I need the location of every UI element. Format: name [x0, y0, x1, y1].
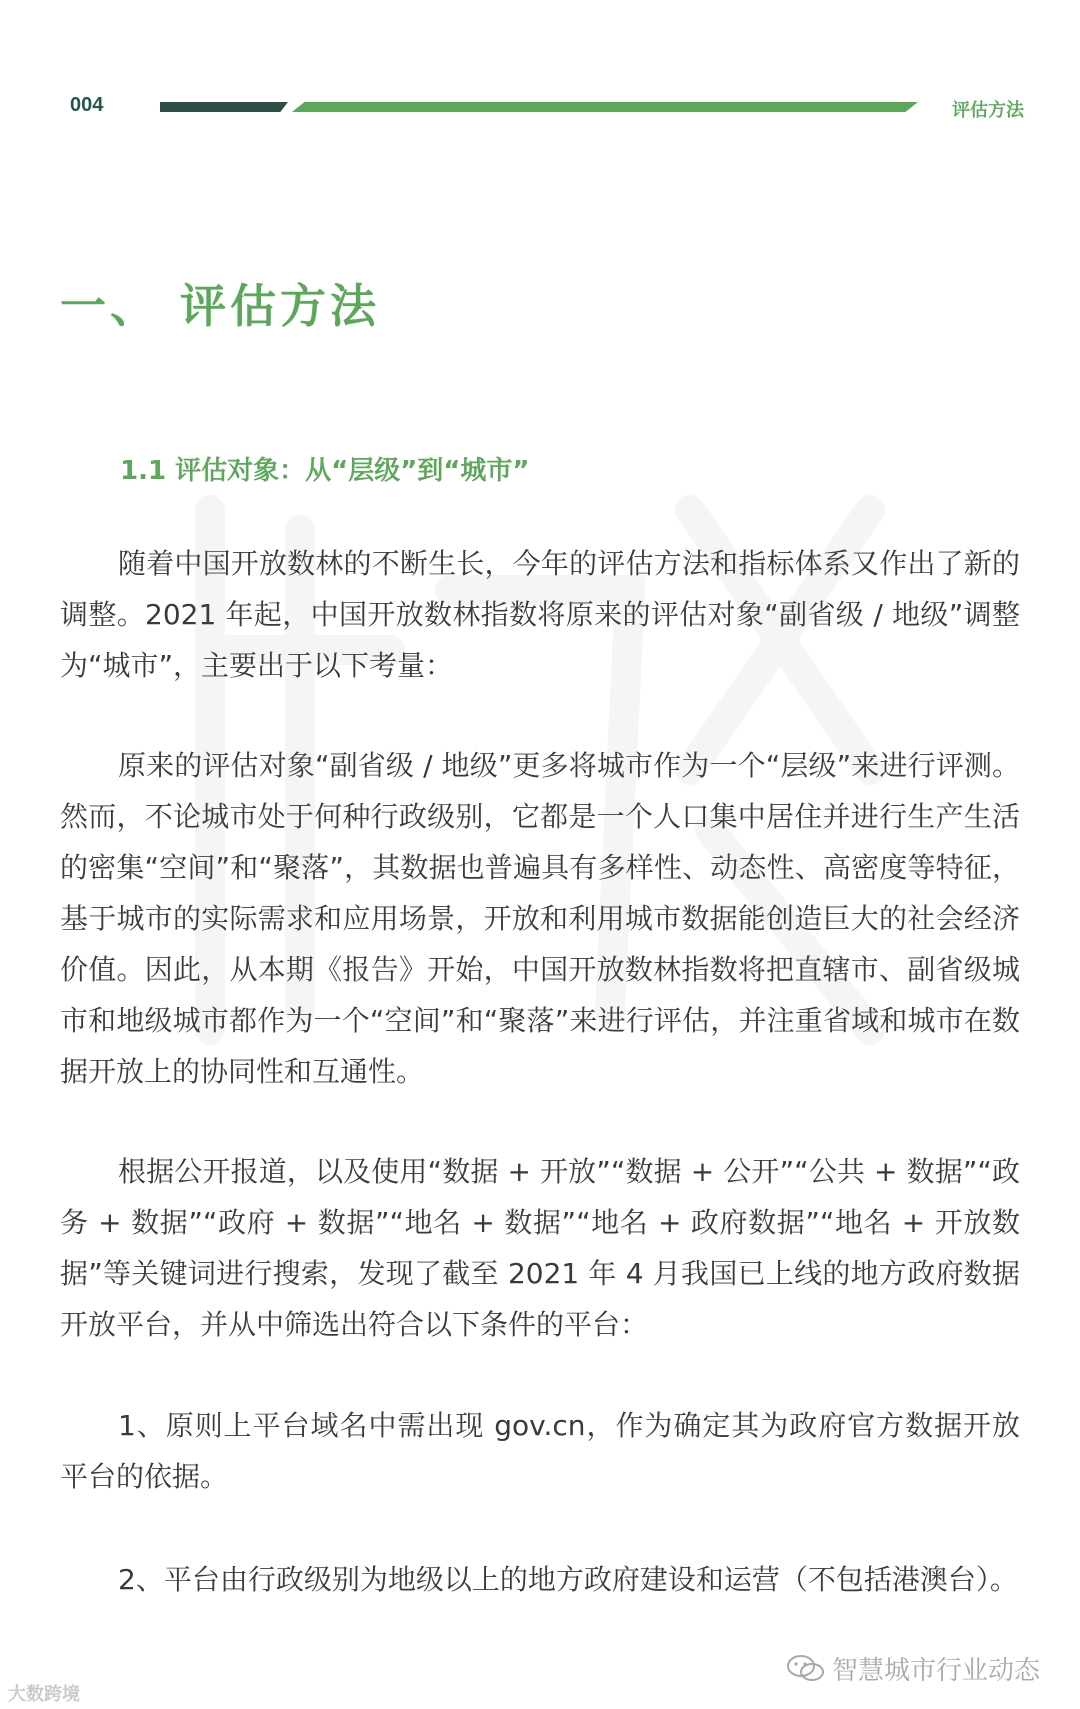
paragraph-1	[60, 538, 1020, 691]
header-section-label: 评估方法	[952, 100, 1024, 121]
paragraph-text: 根据公开报道，以及使用“数据 + 开放”“数据 + 公开”“公共 + 数据”“政务 + 数据”“政府 + 数据”“地名 + 数据”“地名 + 政府数据”“地名 + 开放数据”等关键词进行搜索，发现了截至 2021 年 4 月我国已上线的地方政府数据开放平台，并从中筛选出符合以下条件的平台：	[60, 1155, 1020, 1341]
paragraph-3	[60, 1146, 1020, 1350]
paragraph-5	[60, 1554, 1020, 1605]
paragraph-text: 原来的评估对象“副省级 / 地级”更多将城市作为一个“层级”来进行评测。然而，不论城市处于何种行政级别，它都是一个人口集中居住并进行生产生活的密集“空间”和“聚落”，其数据也普遍具有多样性、动态性、高密度等特征，基于城市的实际需求和应用场景，开放和利用城市数据能创造巨大的社会经济价值。因此，从本期《报告》开始，中国开放数林指数将把直辖市、副省级城市和地级城市都作为一个“空间”和“聚落”来进行评估，并注重省域和城市在数据开放上的协同性和互通性。	[60, 749, 1020, 1088]
page-header	[0, 0, 1080, 140]
paragraph-2	[60, 740, 1020, 1097]
page-number: 004	[70, 94, 104, 116]
paragraph-text: 2、平台由行政级别为地级以上的地方政府建设和运营（不包括港澳台）。	[118, 1563, 1018, 1596]
paragraph-text: 随着中国开放数林的不断生长，今年的评估方法和指标体系又作出了新的调整。2021 年起，中国开放数林指数将原来的评估对象“副省级 / 地级”调整为“城市”，主要出于以下考量：	[60, 547, 1020, 682]
paragraph-text: 1、原则上平台域名中需出现 gov.cn，作为确定其为政府官方数据开放平台的依据。	[60, 1409, 1020, 1493]
footer-right-watermark	[786, 1650, 1040, 1687]
subsection-title: 1.1 评估对象：从“层级”到“城市”	[120, 456, 530, 486]
header-bar-dark	[160, 102, 288, 112]
footer-left-watermark: 大数跨境	[8, 1684, 80, 1705]
footer-right-text: 智慧城市行业动态	[831, 1656, 1040, 1686]
section-title: 一、 评估方法	[60, 279, 381, 333]
header-bar-green	[292, 102, 918, 112]
paragraph-4	[60, 1400, 1020, 1502]
wechat-icon	[786, 1654, 826, 1684]
